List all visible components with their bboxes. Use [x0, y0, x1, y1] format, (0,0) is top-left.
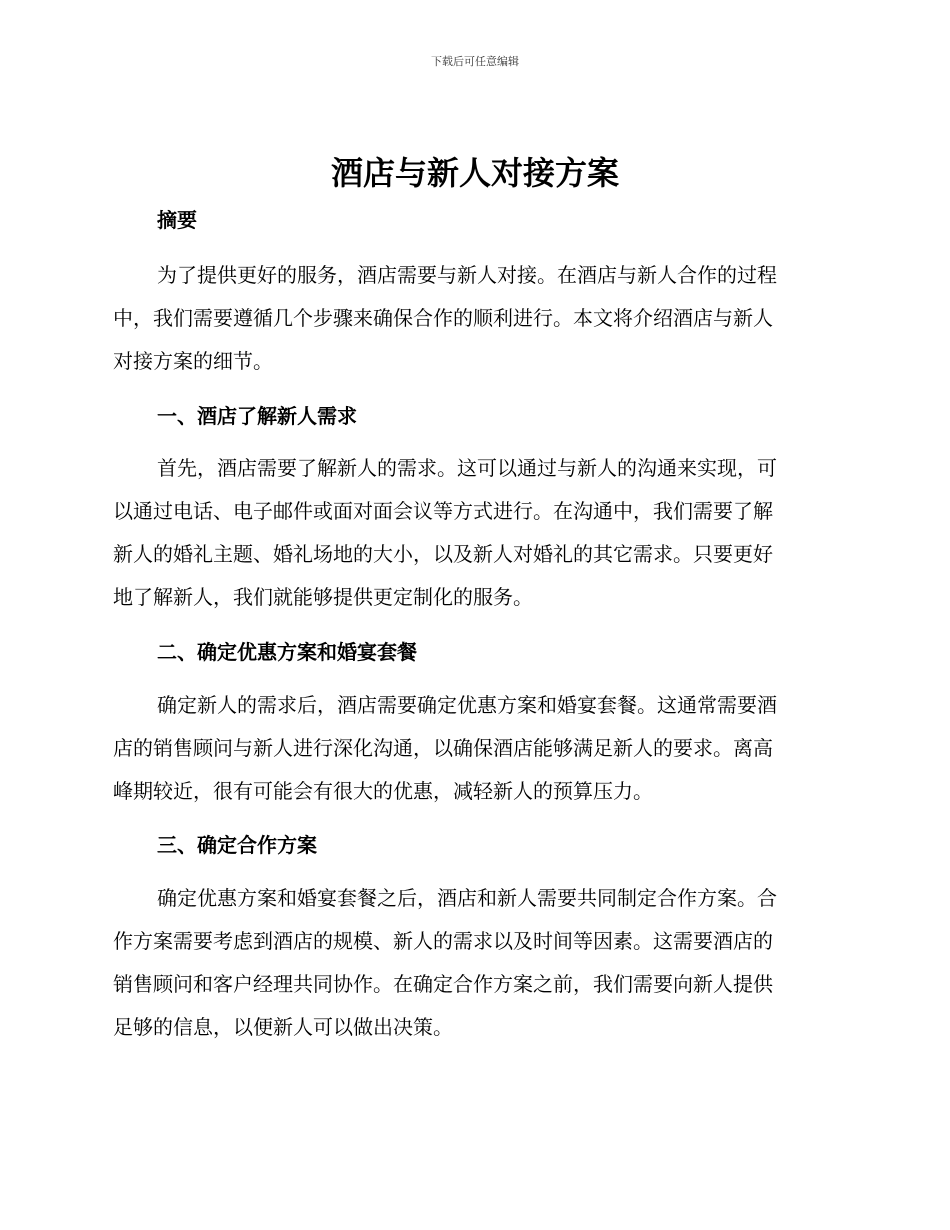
- paragraph-line: 为了提供更好的服务，酒店需要与新人对接。在酒店与新人合作的过程: [157, 263, 777, 287]
- abstract-heading: 摘要: [157, 208, 197, 232]
- page-title: 酒店与新人对接方案: [330, 154, 619, 192]
- abstract-paragraph: [113, 254, 831, 383]
- paragraph-line: 确定优惠方案和婚宴套餐之后，酒店和新人需要共同制定合作方案。合: [157, 886, 777, 910]
- section-1-heading: 一、酒店了解新人需求: [157, 404, 357, 428]
- paragraph-line: 以通过电话、电子邮件或面对面会议等方式进行。在沟通中，我们需要了解: [113, 499, 773, 523]
- section-2-paragraph: [113, 684, 831, 813]
- section-3-paragraph: [113, 877, 831, 1049]
- paragraph-line: 峰期较近，很有可能会有很大的优惠，减轻新人的预算压力。: [113, 779, 653, 803]
- paragraph-line: 店的销售顾问与新人进行深化沟通，以确保酒店能够满足新人的要求。离高: [113, 736, 773, 760]
- section-2-heading: 二、确定优惠方案和婚宴套餐: [157, 640, 417, 664]
- page-header-note: 下载后可任意编辑: [431, 55, 519, 68]
- paragraph-line: 作方案需要考虑到酒店的规模、新人的需求以及时间等因素。这需要酒店的: [113, 929, 773, 953]
- paragraph-line: 足够的信息，以便新人可以做出决策。: [113, 1015, 453, 1039]
- paragraph-line: 首先，酒店需要了解新人的需求。这可以通过与新人的沟通来实现，可: [157, 456, 777, 480]
- paragraph-line: 对接方案的细节。: [113, 349, 273, 373]
- section-1-paragraph: [113, 447, 831, 619]
- paragraph-line: 确定新人的需求后，酒店需要确定优惠方案和婚宴套餐。这通常需要酒: [157, 693, 777, 717]
- paragraph-line: 新人的婚礼主题、婚礼场地的大小，以及新人对婚礼的其它需求。只要更好: [113, 542, 773, 566]
- paragraph-line: 地了解新人，我们就能够提供更定制化的服务。: [113, 585, 533, 609]
- section-3-heading: 三、确定合作方案: [157, 833, 317, 857]
- paragraph-line: 销售顾问和客户经理共同协作。在确定合作方案之前，我们需要向新人提供: [113, 972, 773, 996]
- paragraph-line: 中，我们需要遵循几个步骤来确保合作的顺利进行。本文将介绍酒店与新人: [113, 306, 773, 330]
